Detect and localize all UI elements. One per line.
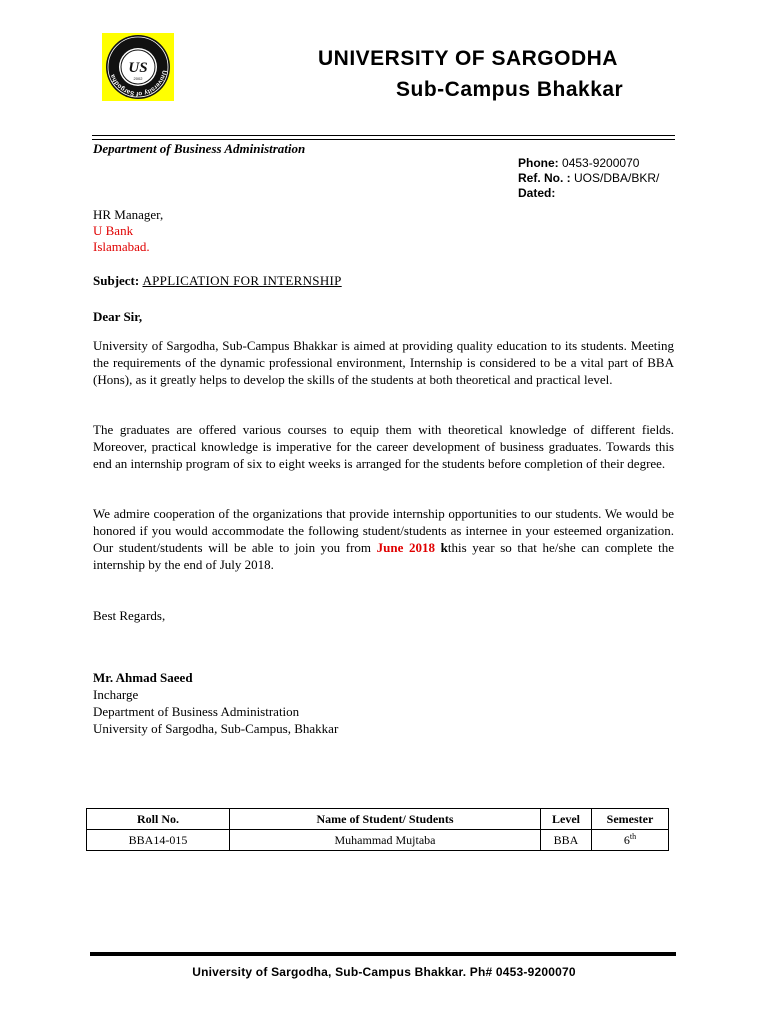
dated-label: Dated: xyxy=(518,186,556,200)
header-divider xyxy=(92,139,675,140)
header-divider xyxy=(92,135,675,136)
signature-block xyxy=(93,669,338,737)
column-header-name: Name of Student/ Students xyxy=(230,809,541,830)
phone-line xyxy=(518,156,659,171)
ref-label: Ref. No. : xyxy=(518,171,571,185)
recipient-organization: U Bank xyxy=(93,223,134,238)
body-paragraph-2: The graduates are offered various courses to equip them with theoretical knowledge of different fields. Moreover, practical knowledge is imperative for the career development of business graduates. Towards this end an internship program of six to eight weeks is arranged for the students before completion of their degree. xyxy=(93,422,674,471)
table-header-row xyxy=(87,809,669,830)
footer-text: University of Sargodha, Sub-Campus Bhakkar. Ph# 0453-9200070 xyxy=(192,965,576,979)
signer-title: Incharge xyxy=(93,687,139,702)
university-title: UNIVERSITY OF SARGODHA xyxy=(318,47,618,70)
p3-text-after: this year so that he/she can complete the internship by the end of July 2018. xyxy=(93,540,675,572)
column-header-level: Level xyxy=(541,809,592,830)
signer-department: Department of Business Administration xyxy=(93,704,300,719)
subject-label: Subject: xyxy=(93,273,140,288)
ref-line xyxy=(518,171,659,186)
semester-suffix: th xyxy=(629,832,637,841)
department-line: Department of Business Administration xyxy=(93,141,306,156)
logo-year: 2002 xyxy=(133,76,143,81)
join-date-highlight: June 2018 xyxy=(376,540,435,555)
semester-number: 6 xyxy=(623,833,630,847)
university-logo xyxy=(102,33,174,101)
cell-level: BBA xyxy=(541,830,592,851)
dated-line xyxy=(518,186,659,201)
subject-text: APPLICATION FOR INTERNSHIP xyxy=(142,273,342,288)
body-paragraph-3 xyxy=(93,505,674,573)
logo-initials: US xyxy=(128,60,148,76)
cell-roll: BBA14-015 xyxy=(87,830,230,851)
signer-organization: University of Sargodha, Sub-Campus, Bhakkar xyxy=(93,721,339,736)
p3-text-before: We admire cooperation of the organizations that provide internship opportunities to our students. We would be honored if you would accommodate the following student/students as internee in your esteemed organization. Our student/students will be able to join you from xyxy=(93,506,674,555)
campus-title: Sub-Campus Bhakkar xyxy=(396,78,624,101)
closing: Best Regards, xyxy=(93,608,166,623)
student-table xyxy=(86,808,669,851)
table-row xyxy=(87,830,669,851)
phone-label: Phone: xyxy=(518,156,559,170)
salutation: Dear Sir, xyxy=(93,309,143,324)
cell-semester xyxy=(592,830,669,851)
cell-name: Muhammad Mujtaba xyxy=(230,830,541,851)
recipient-city: Islamabad. xyxy=(93,239,150,254)
footer-divider xyxy=(90,952,676,956)
recipient-title: HR Manager, xyxy=(93,207,164,222)
recipient-block xyxy=(93,207,163,255)
column-header-semester: Semester xyxy=(592,809,669,830)
university-seal-icon xyxy=(102,33,174,101)
signer-name: Mr. Ahmad Saeed xyxy=(93,670,193,685)
ref-value: UOS/DBA/BKR/ xyxy=(574,171,660,185)
subject-line xyxy=(93,273,342,289)
logo-ring-text: University of Sargodha xyxy=(109,69,168,98)
p3-stray-k: k xyxy=(435,540,448,555)
column-header-roll: Roll No. xyxy=(87,809,230,830)
contact-block xyxy=(518,156,659,201)
body-paragraph-1: University of Sargodha, Sub-Campus Bhakkar is aimed at providing quality education to its students. Meeting the requirements of the dynamic professional environment, Internship is considered to be a vital part of BBA (Hons), as it greatly helps to develop the skills of the students at both theoretical and practical level. xyxy=(93,338,674,387)
phone-value: 0453-9200070 xyxy=(562,156,640,170)
